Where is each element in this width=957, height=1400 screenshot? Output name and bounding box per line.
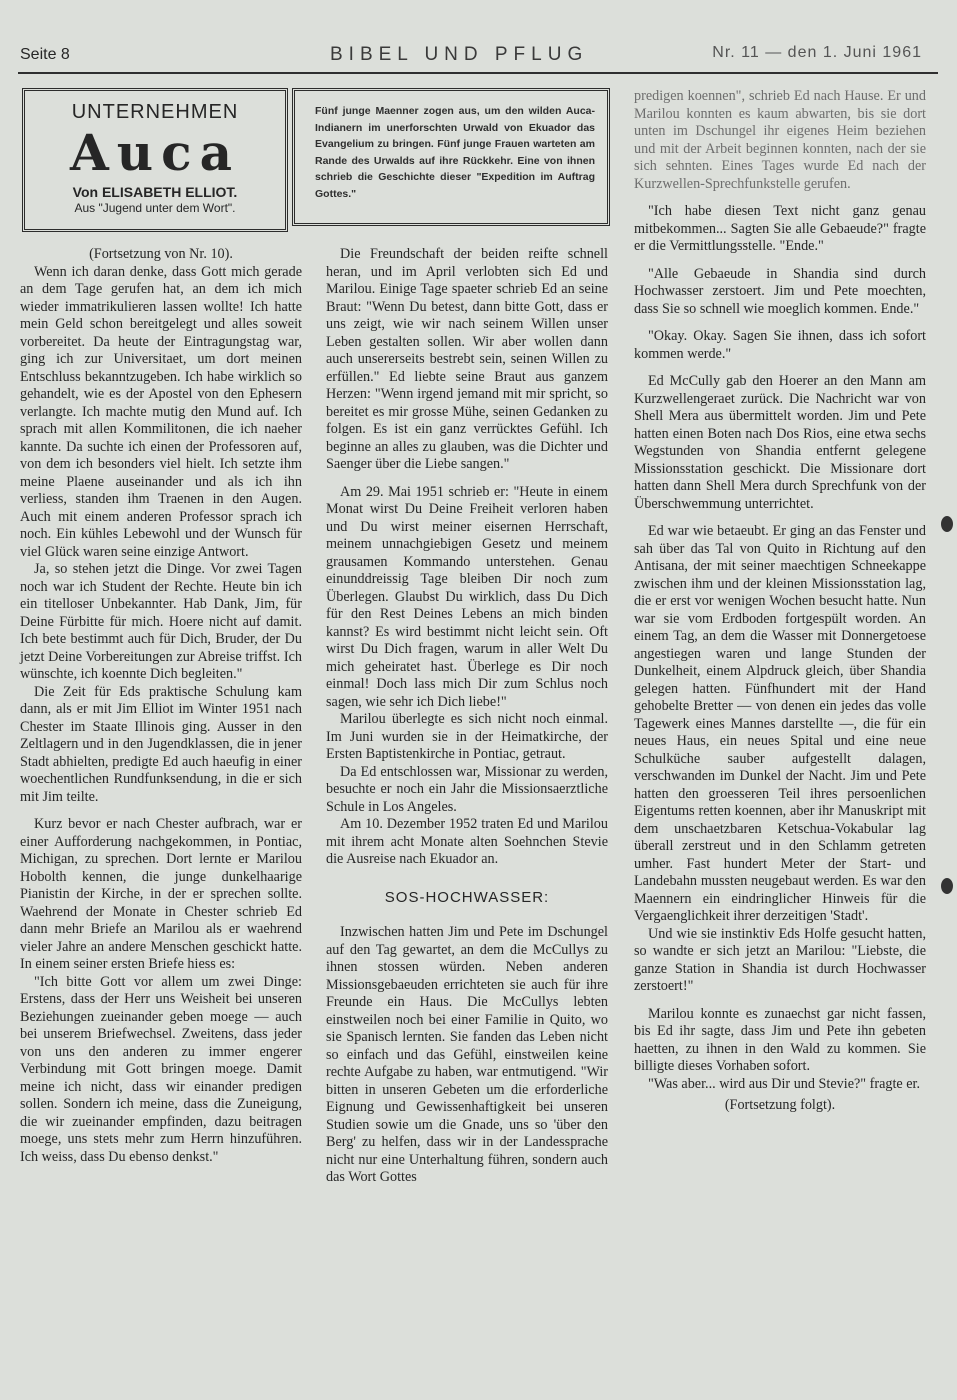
paragraph: Und wie sie instinktiv Eds Holfe gesucht hatten, so wandte er sich jetzt an Marilou: "Liebste, die ganze Station in Shandia ist durch Hochwasser zerstoert!" bbox=[634, 925, 926, 994]
source-line: Aus "Jugend unter dem Wort". bbox=[74, 201, 236, 215]
paragraph: Ed war wie betaeubt. Er ging an das Fenster und sah über das Tal von Quito in Richtung auf den Antisana, der mit seiner maechtigen Schneekappe zwischen ihm und der kleinen Missionsstation lag, die er erst vor wenigen Wochen besucht hatte. Nun war sie vom Erdboden fortgespült worden. An einem Tag, an dem die Wasser mit Donnergetoese angestiegen waren und lange Stunden der Dunkelheit, einem Alpdruck gleich, über Shandia gelegen hatten. Fünfhundert mit der Hand gehobelte Bretter — von denen ein jedes das volle Tagewerk eines Mannes darstellte —, die für ein neues Haus, ein neues Spital und eine neue Schulküche sauber aufgestellt dalagen, verschwanden im Dunkel der Nacht. Jim und Pete hatten den groesseren Teil ihres persoenlichen Eigentums retten koennen, aber ihr Manuskript mit dem unschaetzbaren Ketschua-Vokabular lag überall zerstreut und in den Schlamm getreten umher. Fast hundert Meter der Start- und Landebahn mussten neugebaut werden. Es war den Maennern ein eindringlicher Hinweis für die Vergaenglichkeit ihrer derzeitigen 'Stadt'. bbox=[634, 523, 926, 924]
paragraph: predigen koennen", schrieb Ed nach Hause. Er und Marilou konnten es kaum abwarten, bis sie dort unten im Dschungel ihr eigenes Heim beziehen und mit der Arbeit beginnen konnten, nach der sie sich sehnten. Eines Tages wurde Ed nach der Kurzwellen-Sprechfunkstelle gerufen. bbox=[634, 88, 926, 192]
author-line: Von ELISABETH ELLIOT. bbox=[72, 184, 238, 200]
section-subheading: SOS-HOCHWASSER: bbox=[384, 888, 550, 906]
paragraph: Am 29. Mai 1951 schrieb er: "Heute in einem Monat wirst Du Deine Freiheit verloren haben und Du wirst meiner eisernen Herrschaft, meinem unnachgiebigen Gesetz und meinem grausamen Kommando unterstehen. Genau einunddreissig Tage bleiben Dir noch zum Überlegen. Glaubst Du wirklich, dass Du Dich für den Rest Deines Lebens an mich binden kannst? Es wird bestimmt nicht leicht sein. Oft wirst Du Dich fragen, warum in aller Welt Du mich geheiratet hast. Überlege es Dir noch einmal! Doch lass mich Dir zum Schlus noch sagen, wie sehr ich Dich liebe!" bbox=[326, 483, 608, 710]
continuation-note: (Fortsetzung von Nr. 10). bbox=[89, 246, 233, 262]
paragraph: Marilou konnte es zunaechst gar nicht fassen, bis Ed ihr sagte, dass Jim und Pete ihn gebeten haetten, zu ihnen in den Wald zu kommen. Sie billigte dieses Vorhaben sofort. bbox=[634, 1005, 926, 1074]
paragraph: Marilou überlegte es sich nicht noch einmal. Im Juni wurden sie in der Heimatkirche, der Ersten Baptistenkirche in Pontiac, getraut. bbox=[326, 711, 608, 762]
binder-hole-mark bbox=[941, 878, 953, 894]
column-2 bbox=[326, 246, 608, 1187]
paragraph: Inzwischen hatten Jim und Pete im Dschungel auf den Tag gewartet, an dem die McCullys zu ihnen stossen würden. Neben anderen Missionsgebaeuden errichteten sie auch für ihre Freunde ein Haus. Die McCullys lebten einstweilen noch bei einer Familie in Quito, wo sie Spanisch lernten. Sie fanden das Leben nicht so einfach und das Gefühl, einstweilen keine rechte Aufgabe zu haben, war entmutigend. "Wir bitten in unseren Gebeten um die erforderliche Eignung und Gewissenhaftigkeit bei unseren Studien sowie um die Gnade, uns so 'über den Berg' zu helfen, dass wir in der Landessprache nicht nur eine Unterhaltung führen, sondern auch das Wort Gottes bbox=[326, 924, 608, 1185]
paragraph: Da Ed entschlossen war, Missionar zu werden, besuchte er noch ein Jahr die Missionsaerztliche Schule in Los Angeles. bbox=[326, 763, 608, 815]
binder-hole-mark bbox=[941, 516, 953, 532]
paragraph: Kurz bevor er nach Chester aufbrach, war er einer Aufforderung nachgekommen, in Pontiac, Michigan, zu sprechen. Dort lernte er Marilou Hobolth kennen, die junge dunkelhaarige Pianistin der Kirche, in der er sprechen sollte. Waehrend der Monate in Chester schrieb Ed dann mehr Briefe an Marilou als er waehrend vieler Jahre an andere Menschen geschickt hatte. In einem seiner ersten Briefe hiess es: bbox=[20, 816, 302, 972]
article-title-box bbox=[22, 88, 288, 232]
column-3 bbox=[634, 88, 926, 1115]
paragraph: Die Freundschaft der beiden reifte schnell heran, und im April verlobten sich Ed und Marilou. Einige Tage spaeter schrieb Ed an seine Braut: "Wenn Du betest, dann bitte Gott, dass er uns zeigt, wie wir nach seinem Willen unser Leben gestalten sollen. Wir aber wollen dann auch unsererseits bestrebt sein, seinen Willen zu erfüllen." Ed liebte seine Braut aus ganzem Herzen: "Wenn irgend jemand mit mir spricht, so bereitet es mir grosse Mühe, seinen Gedanken zu folgen. Es ist ein ganz verrücktes Gefühl. Ich beginne an alles zu glauben, was die Dichter und Saenger über die Liebe sangen." bbox=[326, 246, 608, 472]
issue-date: Nr. 11 — den 1. Juni 1961 bbox=[712, 44, 922, 61]
paragraph: "Was aber... wird aus Dir und Stevie?" fragte er. bbox=[648, 1075, 921, 1092]
intro-box: Fünf junge Maenner zogen aus, um den wilden Auca-Indianern im unerforschten Urwald von Ekuador das Evangelium zu bringen. Fünf junge Frauen warteten am Rande des Urwalds auf ihre Rückkehr. Eine von ihnen schrieb die Geschichte dieser "Expedition im Auftrag Gottes." bbox=[292, 88, 610, 226]
paragraph: "Okay. Okay. Sagen Sie ihnen, dass ich sofort kommen werde." bbox=[634, 328, 926, 362]
paragraph: Ja, so stehen jetzt die Dinge. Vor zwei Tagen noch war ich Student der Rechte. Heute bin ich ein titelloser Unbekannter. Hab Dank, Jim, für Deine Fürbitte für mich. Hoere nicht auf damit. Ich bete bestimmt auch für Dich, Bruder, der Du jetzt Deine Vorbereitungen zur Abreise triffst. Ich wünschte, ich koennte Dich begleiten." bbox=[20, 561, 302, 682]
paragraph: Ed McCully gab den Hoerer an den Mann am Kurzwellengeraet zurück. Die Nachricht war von Shell Mera aus übermittelt worden. Jim und Pete hatten einen Boten nach Dos Rios, eine etwa sechs Wegstunden von Shandia entfernt gelegene Missionsstation geschickt. Die Missionare dort hatten dann Shell Mera durch Sprechfunk von der Überschwemmung unterrichtet. bbox=[634, 373, 926, 512]
article-title: Auca bbox=[70, 123, 240, 182]
paragraph: "Ich bitte Gott vor allem um zwei Dinge: Erstens, dass der Herr uns Weisheit bei unseren Beziehungen zueinander geben moege — auch bei unserem Briefwechsel. Zweitens, dass jeder von uns den anderen zu immer engerer Verbindung mit Gott bringen moege. Damit meine ich nicht, dass wir einander predigen sollen. Sondern ich meine, dass die Zuneigung, die wir zueinander empfinden, dazu beitragen moege, uns stets mehr zum Herrn hinzuführen. Ich weiss, dass Du ebenso denkst." bbox=[20, 973, 302, 1165]
paragraph: Am 10. Dezember 1952 traten Ed und Marilou mit ihrem acht Monate alten Soehnchen Stevie die Ausreise nach Ekuador an. bbox=[326, 816, 608, 867]
page-header bbox=[18, 42, 938, 74]
page-number: Seite 8 bbox=[20, 46, 70, 63]
paragraph: Wenn ich daran denke, dass Gott mich gerade an dem Tage gerufen hat, an dem ich mich wieder immatrikulieren lassen wollte! Ich hatte mein Geld schon bereitgelegt und alles soweit vorbereitet. Da heute der Eintragungstag war, ging ich zur Universitaet, um dort meinen Entschluss bekanntzugeben. Ich habe wirklich so gehandelt, wie es der Apostel von den Ephesern verlangte. Ich machte mutig den Mund auf. Ich sprach mit allen Kommilitonen, die ich naeher kannte. Da suchte ich einen der Professoren auf, von dem ich besonders viel hielt. Ich setzte ihm meine Plaene auseinander und als ich ihn verliess, standen ihm Traenen in den Augen. Auch mit einem anderen Professor sprach ich noch. Ein kühles Lebewohl und der Wunsch für viel Glück waren seine einzige Antwort. bbox=[20, 263, 302, 560]
continuation-footer: (Fortsetzung folgt). bbox=[724, 1097, 836, 1113]
paragraph: Die Zeit für Eds praktische Schulung kam dann, als er mit Jim Elliot im Winter 1951 nach Chester im Staate Illinois ging. Ausser in den Zeltlagern und in den Jugendklassen, die in jener Stadt abhielten, predigte Ed auch haeufig in einer woechentlichen Rundfunksendung, in die er sich mit Jim teilte. bbox=[20, 683, 302, 805]
paragraph: "Alle Gebaeude in Shandia sind durch Hochwasser zerstoert. Jim und Pete moechten, dass Sie so schnell wie moeglich kommen. Ende." bbox=[634, 265, 926, 317]
title-kicker: UNTERNEHMEN bbox=[71, 101, 239, 123]
paragraph: "Ich habe diesen Text nicht ganz genau mitbekommen... Sagten Sie alle Gebaeude?" fragte er die Vermittlungsstelle. "Ende." bbox=[634, 203, 926, 254]
publication-title: BIBEL UND PFLUG bbox=[330, 44, 589, 65]
column-1 bbox=[20, 246, 302, 1166]
